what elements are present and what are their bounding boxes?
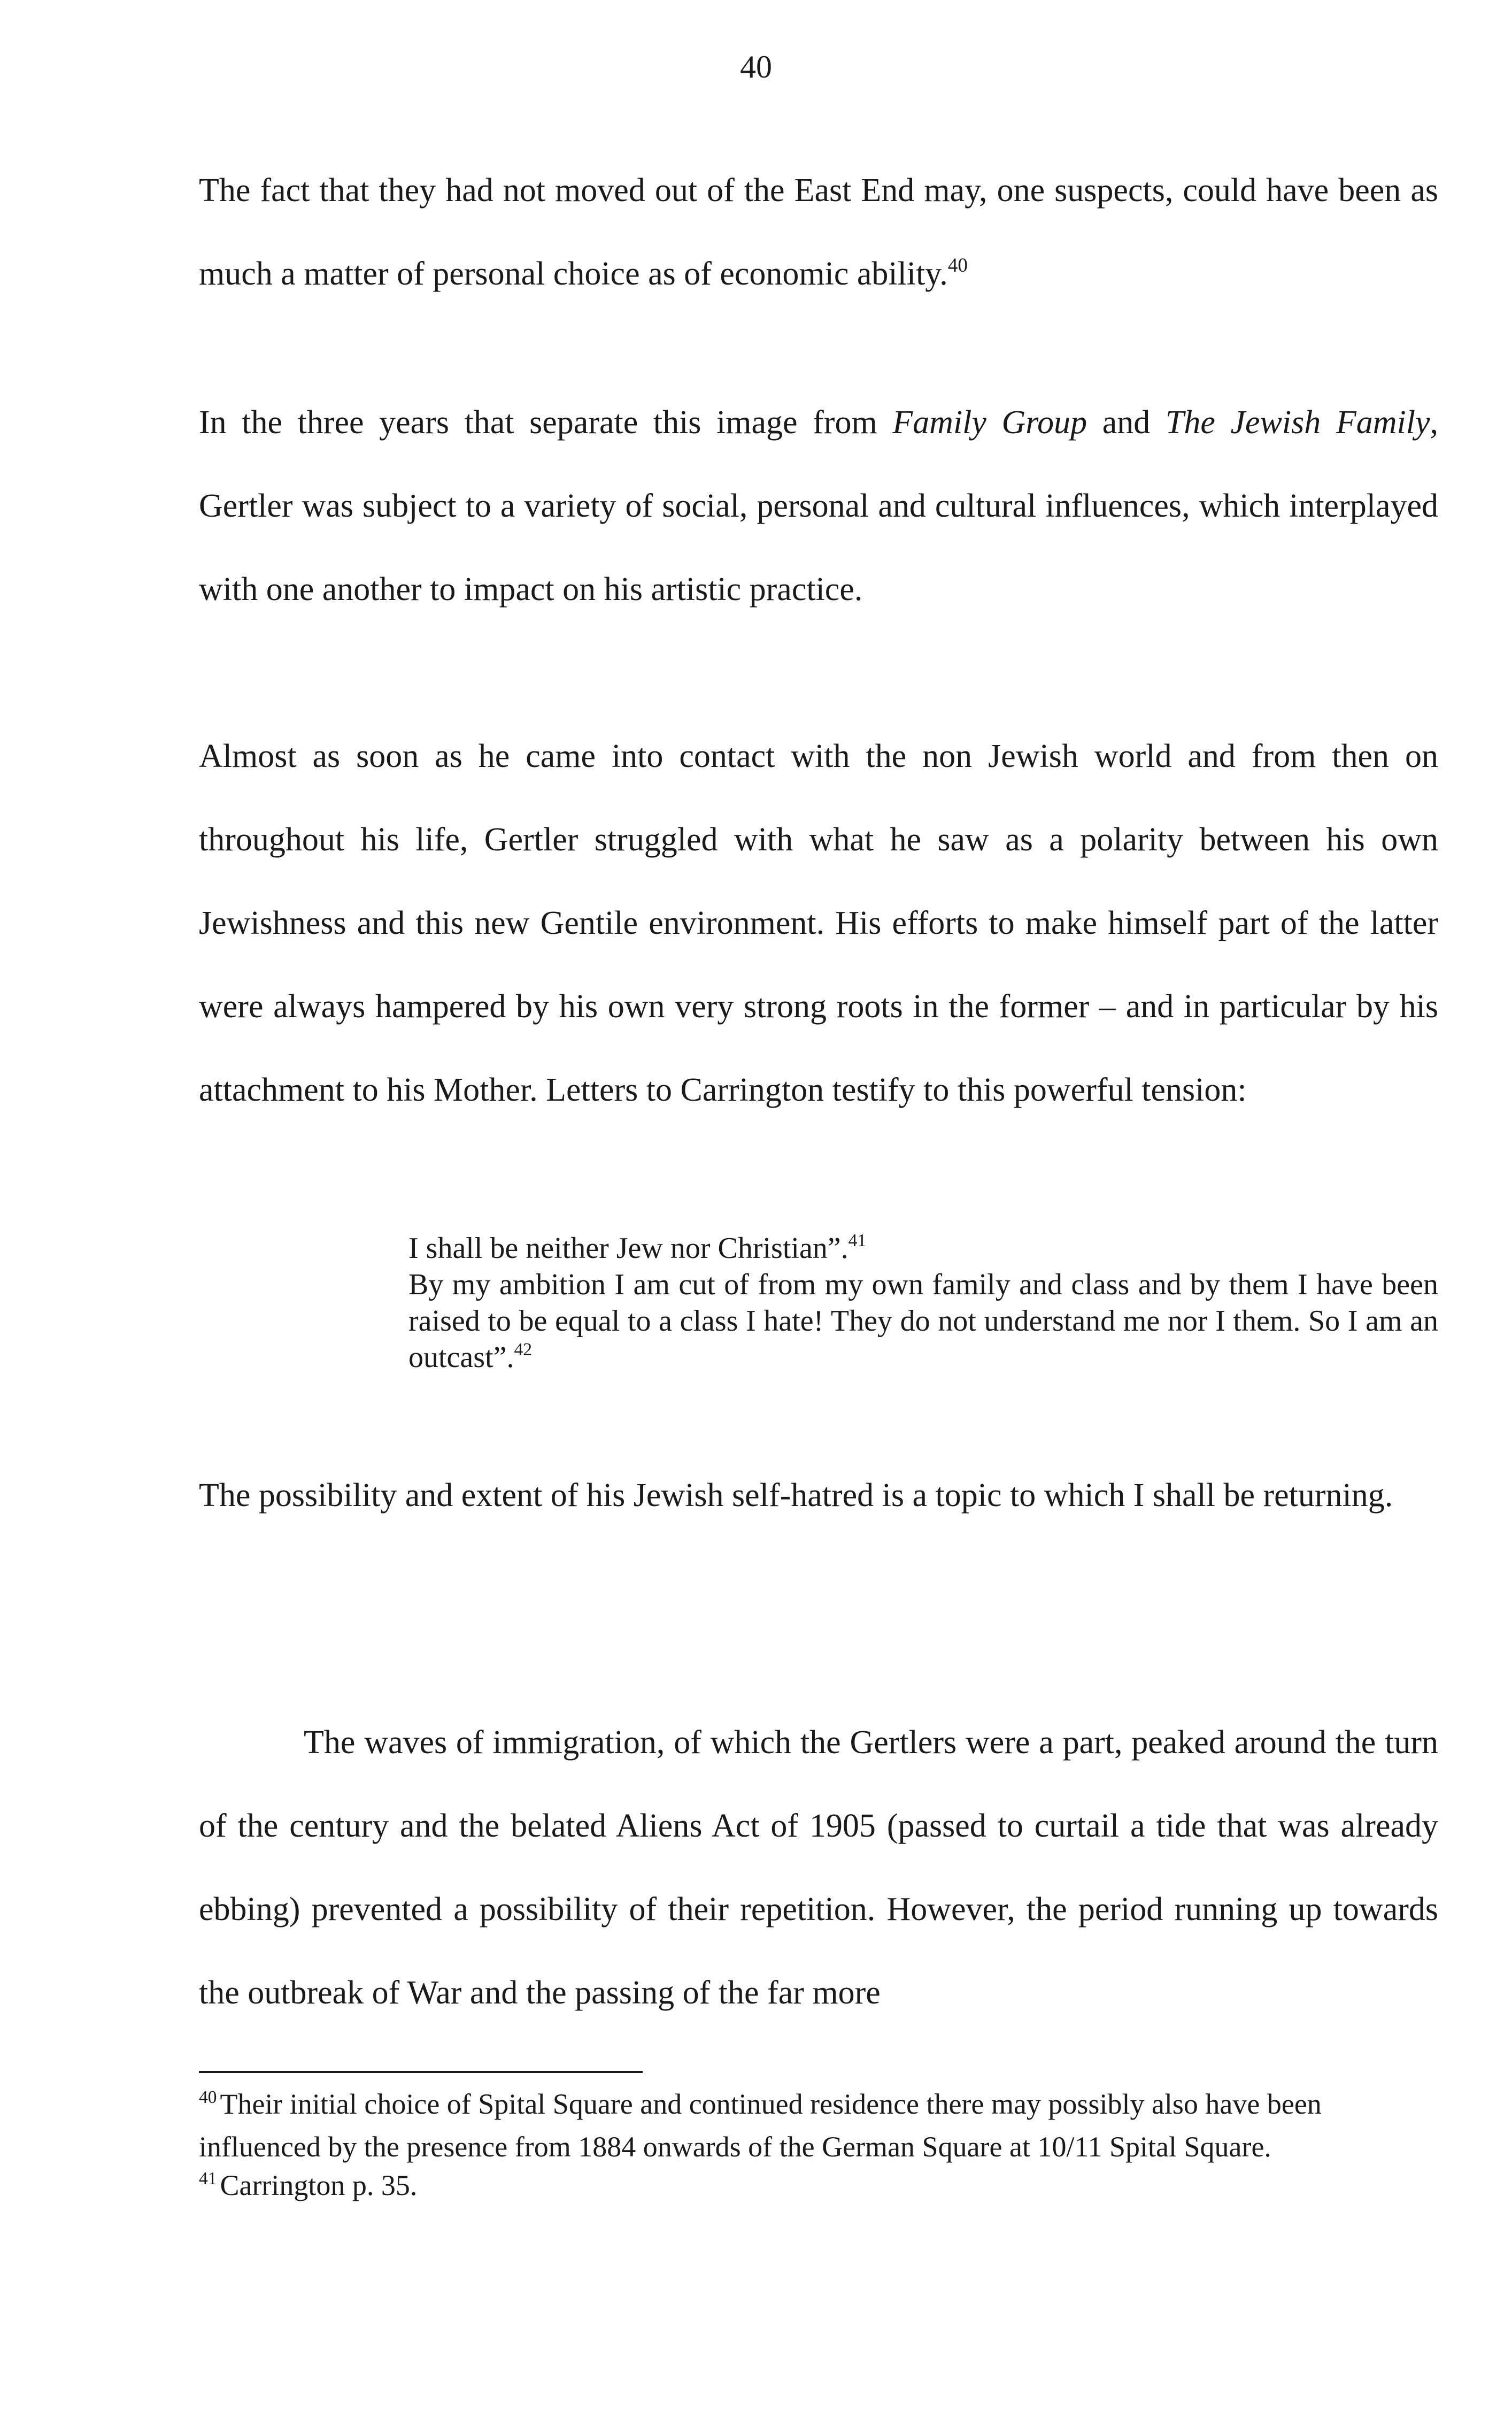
paragraph-text: In the three years that separate this image from [199, 404, 893, 441]
paragraph-text: Almost as soon as he came into contact with the non Jewish world and from then on throughout his life, Gertler struggled with what he saw as a polarity between his own Jewishness and this new Gentile environment. His efforts to make himself part of the latter were always hampered by his own very strong roots in the former – and in particular by his attachment to his Mother. Letters to Carrington testify to this powerful tension: [199, 738, 1438, 1108]
paragraph-text: The waves of immigration, of which the Gertlers were a part, peaked around the turn of the century and the belated Aliens Act of 1905 (passed to curtail a tide that was already ebbing) prevented a possibility of their repetition. However, the period running up towards the outbreak of War and the passing of the far more [199, 1724, 1438, 2011]
page-number: 40 [740, 49, 772, 85]
paragraph-east-end [199, 149, 1438, 316]
paragraph-immigration [199, 1701, 1438, 2034]
footnote-41 [199, 2166, 1438, 2209]
block-quote [408, 1230, 1438, 1376]
paragraph-polarity [199, 715, 1438, 1132]
paragraph-influences [199, 381, 1438, 631]
quote-line-1 [408, 1230, 1438, 1266]
footnote-separator [199, 2071, 643, 2073]
footnote-40 [199, 2085, 1438, 2166]
footnote-ref-42: 42 [514, 1340, 533, 1360]
paragraph-text: and [1087, 404, 1166, 441]
footnote-mark: 40 [199, 2087, 217, 2107]
footnotes [199, 2085, 1438, 2209]
footnote-ref-40: 40 [947, 254, 968, 277]
artwork-title-family-group: Family Group [892, 404, 1087, 441]
paragraph-self-hatred [199, 1454, 1438, 1537]
footnote-text: Carrington p. 35. [220, 2169, 418, 2201]
quote-text: I shall be neither Jew nor Christian”. [408, 1232, 848, 1265]
quote-text: By my ambition I am cut of from my own family and class and by them I have been raised to be equal to a class I hate! They do not understand me nor I them. So I am an outcast”. [408, 1268, 1438, 1374]
footnote-text: Their initial choice of Spital Square and continued residence there may possibly also have been influenced by the presence from 1884 onwards of the German Square at 10/11 Spital Square. [199, 2088, 1322, 2163]
artwork-title-jewish-family: The Jewish Family [1165, 404, 1430, 441]
footnote-mark: 41 [199, 2168, 217, 2189]
paragraph-text: , Gertler was subject to a variety of social, personal and cultural influences, which interplayed with one another to impact on his artistic practice. [199, 404, 1438, 608]
footnote-ref-41: 41 [848, 1231, 867, 1251]
paragraph-text: The possibility and extent of his Jewish self-hatred is a topic to which I shall be returning. [199, 1477, 1393, 1514]
quote-line-2 [408, 1266, 1438, 1376]
paragraph-text: The fact that they had not moved out of the East End may, one suspects, could have been as much a matter of personal choice as of economic ability. [199, 172, 1438, 292]
